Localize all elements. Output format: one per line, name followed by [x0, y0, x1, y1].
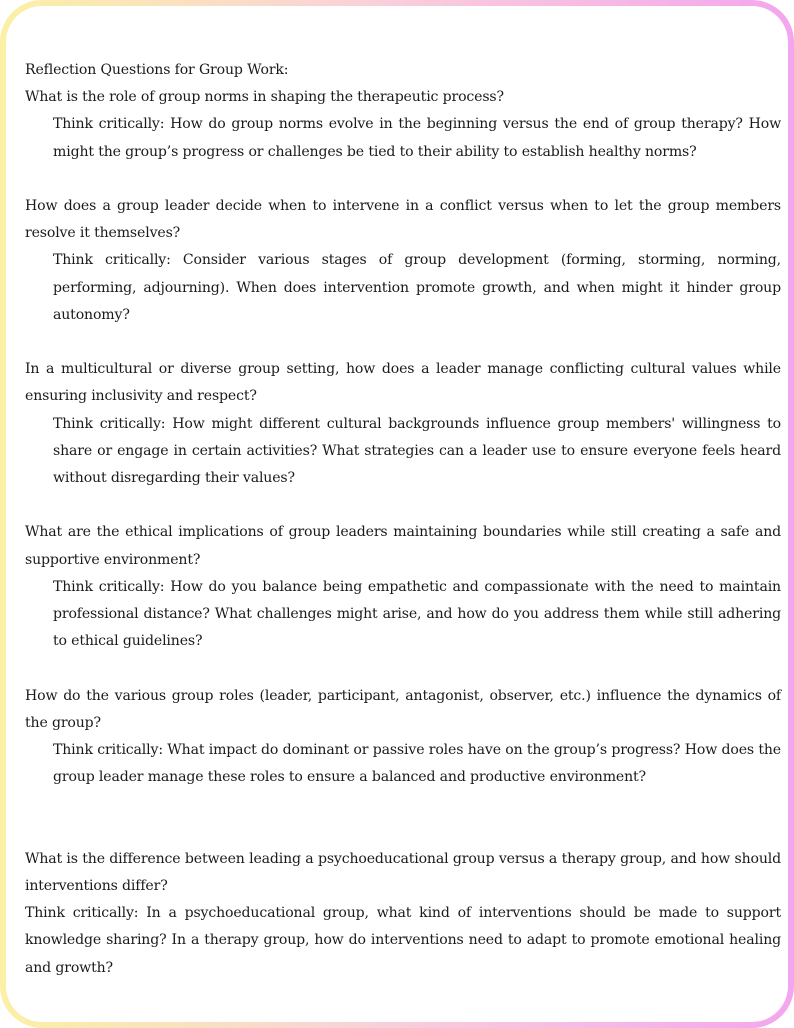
question-text: In a multicultural or diverse group setting, how does a leader manage conflicting cultural values while ensuring inclusivity and respect? [25, 361, 781, 405]
question-block-1 [25, 84, 781, 166]
think-critically-prompt: Think critically: What impact do dominant or passive roles have on the group’s progress? How does the group leader manage these roles to ensure a balanced and productive environment? [53, 742, 781, 786]
question-text: What are the ethical implications of group leaders maintaining boundaries while still creating a safe and supportive environment? [25, 524, 781, 568]
spacer [25, 791, 781, 845]
spacer [25, 655, 781, 682]
think-critically-prompt: Think critically: Consider various stages of group development (forming, storming, norming, performing, adjourning). When does intervention promote growth, and when might it hinder group autonomy? [53, 252, 781, 323]
think-critically-prompt: Think critically: How do group norms evolve in the beginning versus the end of group therapy? How might the group’s progress or challenges be tied to their ability to establish healthy norms? [53, 116, 781, 160]
spacer [25, 166, 781, 193]
spacer [25, 492, 781, 519]
think-critically-prompt: Think critically: How might different cultural backgrounds influence group members' willingness to share or engage in certain activities? What strategies can a leader use to ensure everyone feels heard without disregarding their values? [53, 415, 781, 487]
question-text: How do the various group roles (leader, participant, antagonist, observer, etc.) influence the dynamics of the group? [25, 687, 781, 731]
think-critically-prompt: Think critically: In a psychoeducational group, what kind of interventions should be made to support knowledge sharing? In a therapy group, how do interventions need to adapt to promote emotional healing and growth? [25, 905, 781, 976]
question-block-2 [25, 193, 781, 329]
question-block-6 [25, 846, 781, 982]
worksheet-heading: Reflection Questions for Group Work: [25, 62, 289, 78]
question-text: What is the difference between leading a psychoeducational group versus a therapy group, and how should interventions differ? [25, 850, 781, 895]
question-block-4 [25, 519, 781, 655]
think-critically-prompt: Think critically: How do you balance being empathetic and compassionate with the need to maintain professional distance? What challenges might arise, and how do you address them while still adhering to ethical guidelines? [53, 578, 781, 650]
question-text: What is the role of group norms in shaping the therapeutic process? [25, 89, 504, 106]
question-block-5 [25, 683, 781, 792]
question-block-3 [25, 356, 781, 492]
spacer [25, 329, 781, 356]
worksheet-content [25, 57, 781, 982]
question-text: How does a group leader decide when to intervene in a conflict versus when to let the group members resolve it themselves? [25, 198, 781, 242]
page-sheet [6, 6, 788, 1022]
